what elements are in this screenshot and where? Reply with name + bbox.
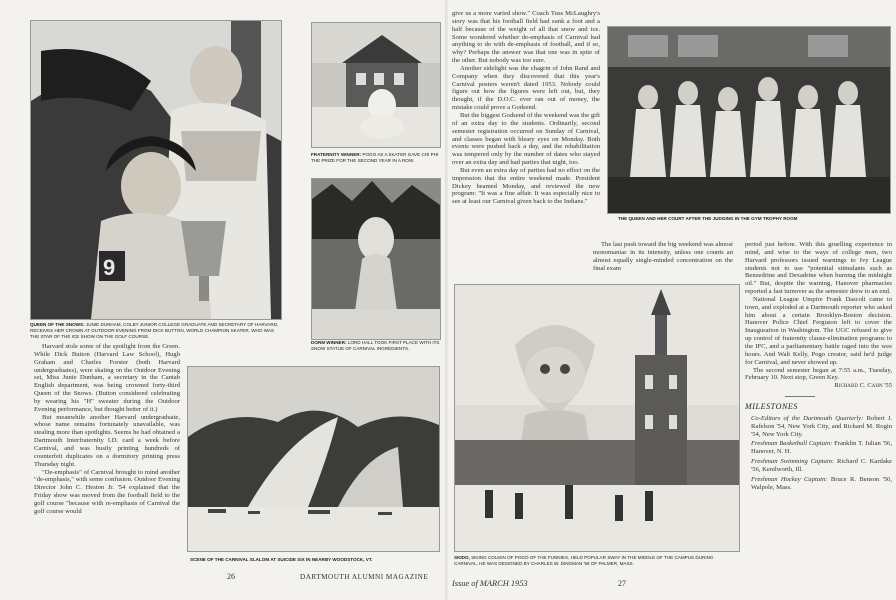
right-page-number: 27	[618, 579, 626, 588]
skido-photo	[454, 284, 740, 552]
skido-caption-lead: SKIDO,	[454, 555, 470, 560]
milestone-item	[745, 415, 892, 439]
left-body-para: But meanwhile another Harvard undergraduate, whose name remains fortunately unavailable, was stealing more than spotlights. Seems he had obtained a Dartmouth Interfraternity I.D. card a week before Carnival, and was busily printing hundreds of counterfeit duplicates on a dormitory printing press Thursday night.	[34, 413, 180, 468]
left-page-number: 26	[227, 572, 235, 581]
milestone-item	[745, 440, 892, 456]
fraternity-caption-lead: FRATERNITY WINNER:	[311, 152, 362, 157]
fraternity-photo	[311, 22, 441, 148]
right-col1-para: But the biggest Godsend of the weekend was the gift of an extra day to the students. Ordinarily, second semester registration occurred on Sunday of Carnival, and classes began with bleary eyes on Monday. Both events were pushed back a day, and the rehabilitation was tempered only by the number of dates who stayed over an extra day and had parties that night, too.	[452, 111, 600, 167]
dorm-caption-text: LORD HALL TOOK FIRST PLACE WITH ITS SNOW STATUE OF CARNIVAL INGREDIENTS.	[311, 340, 440, 351]
milestone-text: Robert J. Rafelson '54, New York City, and Richard M. Rogin '54, New York City.	[751, 414, 892, 438]
svg-text:9: 9	[103, 255, 116, 280]
fraternity-caption-text: POGO AS A SKATER GAVE CHI PHI THE PRIZE FOR THE SECOND YEAR IN A ROW.	[311, 152, 439, 163]
right-col1-para: But even an extra day of parties had no effect on the impression that the entire weekend made. President Dickey beamed Monday, and reviewed the new program: "It was a fine affair. It was especially nice to see at least our Carnival given back to the Indians."	[452, 166, 600, 206]
milestone-item	[745, 458, 892, 474]
dorm-caption-lead: DORM WINNER:	[311, 340, 347, 345]
left-page-title: DARTMOUTH ALUMNI MAGAZINE	[300, 573, 429, 581]
right-page	[448, 0, 896, 600]
milestones-heading: MILESTONES	[745, 402, 798, 412]
milestone-text: Bruce R. Benson '56, Walpole, Mass.	[751, 475, 892, 491]
right-col1-para: Another sidelight was the chagrin of John Rand and Company when they discovered that this year's Carnival posters weren't dated 1953. Nobody could figure out how the figures were left out, but, they thought, if the D.O.C. ever ran out of money, the mistake could prove a Godsend.	[452, 64, 600, 112]
queen-photo	[30, 20, 282, 320]
queen-caption	[30, 322, 282, 340]
milestone-title: Freshman Basketball Captain:	[751, 440, 833, 448]
milestone-text: Richard C. Kardake '56, Kenilworth, Ill.	[751, 458, 892, 473]
court-caption	[618, 216, 888, 222]
left-body-para: Harvard stole some of the spotlight from the Green. While Dick Button (Harvard Law School), Hugh Graham and Charles Forster (both Harvard undergraduates), were skating on the Outdoor Evening set, Miss Junie Dunham, a secretary in the Cantab English department, was being crowned forty-third Queen of the Snows. (Button considered celebrating by wearing his "H" sweater during the Outdoor Evening performance, but thought better of it.)	[34, 343, 180, 413]
milestone-title: Freshman Hockey Captain:	[751, 475, 828, 483]
dorm-caption	[311, 340, 441, 352]
right-page-issue: Issue of MARCH 1953	[452, 579, 528, 588]
right-col3-para: National League Umpire Frank Dascoli came to town, and exploded at a Dartmouth reporter who asked him about a certain Brooklyn-Boston decision. Hanover Police Chief Ferguson left to cover the Inauguration in Washington. The UGC refused to give up control of fraternity clause-elimination programs to the IFC, and a parliamentary battle raged into the wee hours. And Walt Kelly, Pogo creator, said he'd judge for Carnival, and never showed up.	[745, 295, 892, 366]
milestone-title: Co-Editors of the Dartmouth Quarterly:	[751, 414, 864, 422]
fraternity-caption	[311, 152, 441, 164]
milestone-text: Franklin T. Julian '56, Hanover, N. H.	[751, 440, 892, 456]
court-photo	[607, 26, 891, 214]
right-col3-text	[745, 241, 892, 591]
skido-caption	[454, 555, 738, 567]
queen-caption-text: JUNIE DUNHAM, COLBY JUNIOR COLLEGE GRADUATE AND SECRETARY OF HARVARD, RECEIVES HER CROWN AT OUTDOOR EVENING FROM DICK BUTTON, WORLD CHAMPION SKATER, WHO WAS THE STAR OF THE ICE SHOW ON THE GOLF COURSE.	[30, 322, 279, 339]
left-page	[0, 0, 446, 600]
right-col1-text	[452, 10, 600, 280]
slalom-caption-text: SCENE OF THE CARNIVAL SLALOM AT SUICIDE SIX IN NEARBY WOODSTOCK, VT.	[190, 557, 373, 562]
right-col2-para: The last push toward the big weekend was almost monomaniac in its intensity, unless one counts an almost equally single-minded concentration on the final exam	[593, 241, 733, 272]
right-col3-para: The second semester began at 7:55 a.m., Tuesday, February 10. Next stop, Green Key.	[745, 366, 892, 382]
court-caption-text: THE QUEEN AND HER COURT AFTER THE JUDGING IN THE GYM TROPHY ROOM	[618, 216, 798, 221]
right-col2-text	[593, 241, 733, 281]
milestone-item	[745, 476, 892, 492]
section-rule	[785, 396, 815, 397]
left-body-para: "De-emphasis" of Carnival brought to mind another "de-emphasis," with some confusion. Outdoor Evening Director John C. Heston Jr. '54 explained that the Friday show was moved from the football field to the golf course "because with re-emphasis of Carnival the golf course would	[34, 468, 180, 515]
slalom-photo	[187, 366, 440, 552]
author-signature: Richard C. Cahn '55	[834, 382, 892, 390]
slalom-caption	[190, 557, 440, 563]
skido-caption-text: SKIING COUSIN OF POGO OF THE FUNNIES, HELD POPULAR SWAY IN THE MIDDLE OF THE CAMPUS DURING CARNIVAL. HE WAS DESIGNED BY CHARLES W. DINGMAN '56 OF PALMER, MASS.	[454, 555, 714, 566]
right-col1-para: give us a more varied show." Coach Tuss McLaughry's story was that his football field had sunk a foot and a half because of the weight of all that snow and ice. Some wondered whether de-emphasis of Carnival had anything to do with de-emphasis of football, and if so, why? Perhaps the answer was that one was in spite of the other. But nobody was too sure.	[452, 10, 600, 65]
right-col3-para: period just before. With this gruelling experience in mind, and wise to the ways of college men, two Harvard professors issued warnings to Ivy League students not to use "potential stimulants such as Benzedrine and Dexadrine when burning the midnight oil." But, despite the warning, Hanover pharmacies reported a fast turnover as the semester drew to an end.	[745, 241, 892, 296]
left-body-text	[34, 343, 180, 573]
queen-caption-lead: QUEEN OF THE SNOWS:	[30, 322, 85, 327]
milestone-title: Freshman Swimming Captain:	[751, 458, 835, 466]
dorm-photo	[311, 178, 441, 340]
